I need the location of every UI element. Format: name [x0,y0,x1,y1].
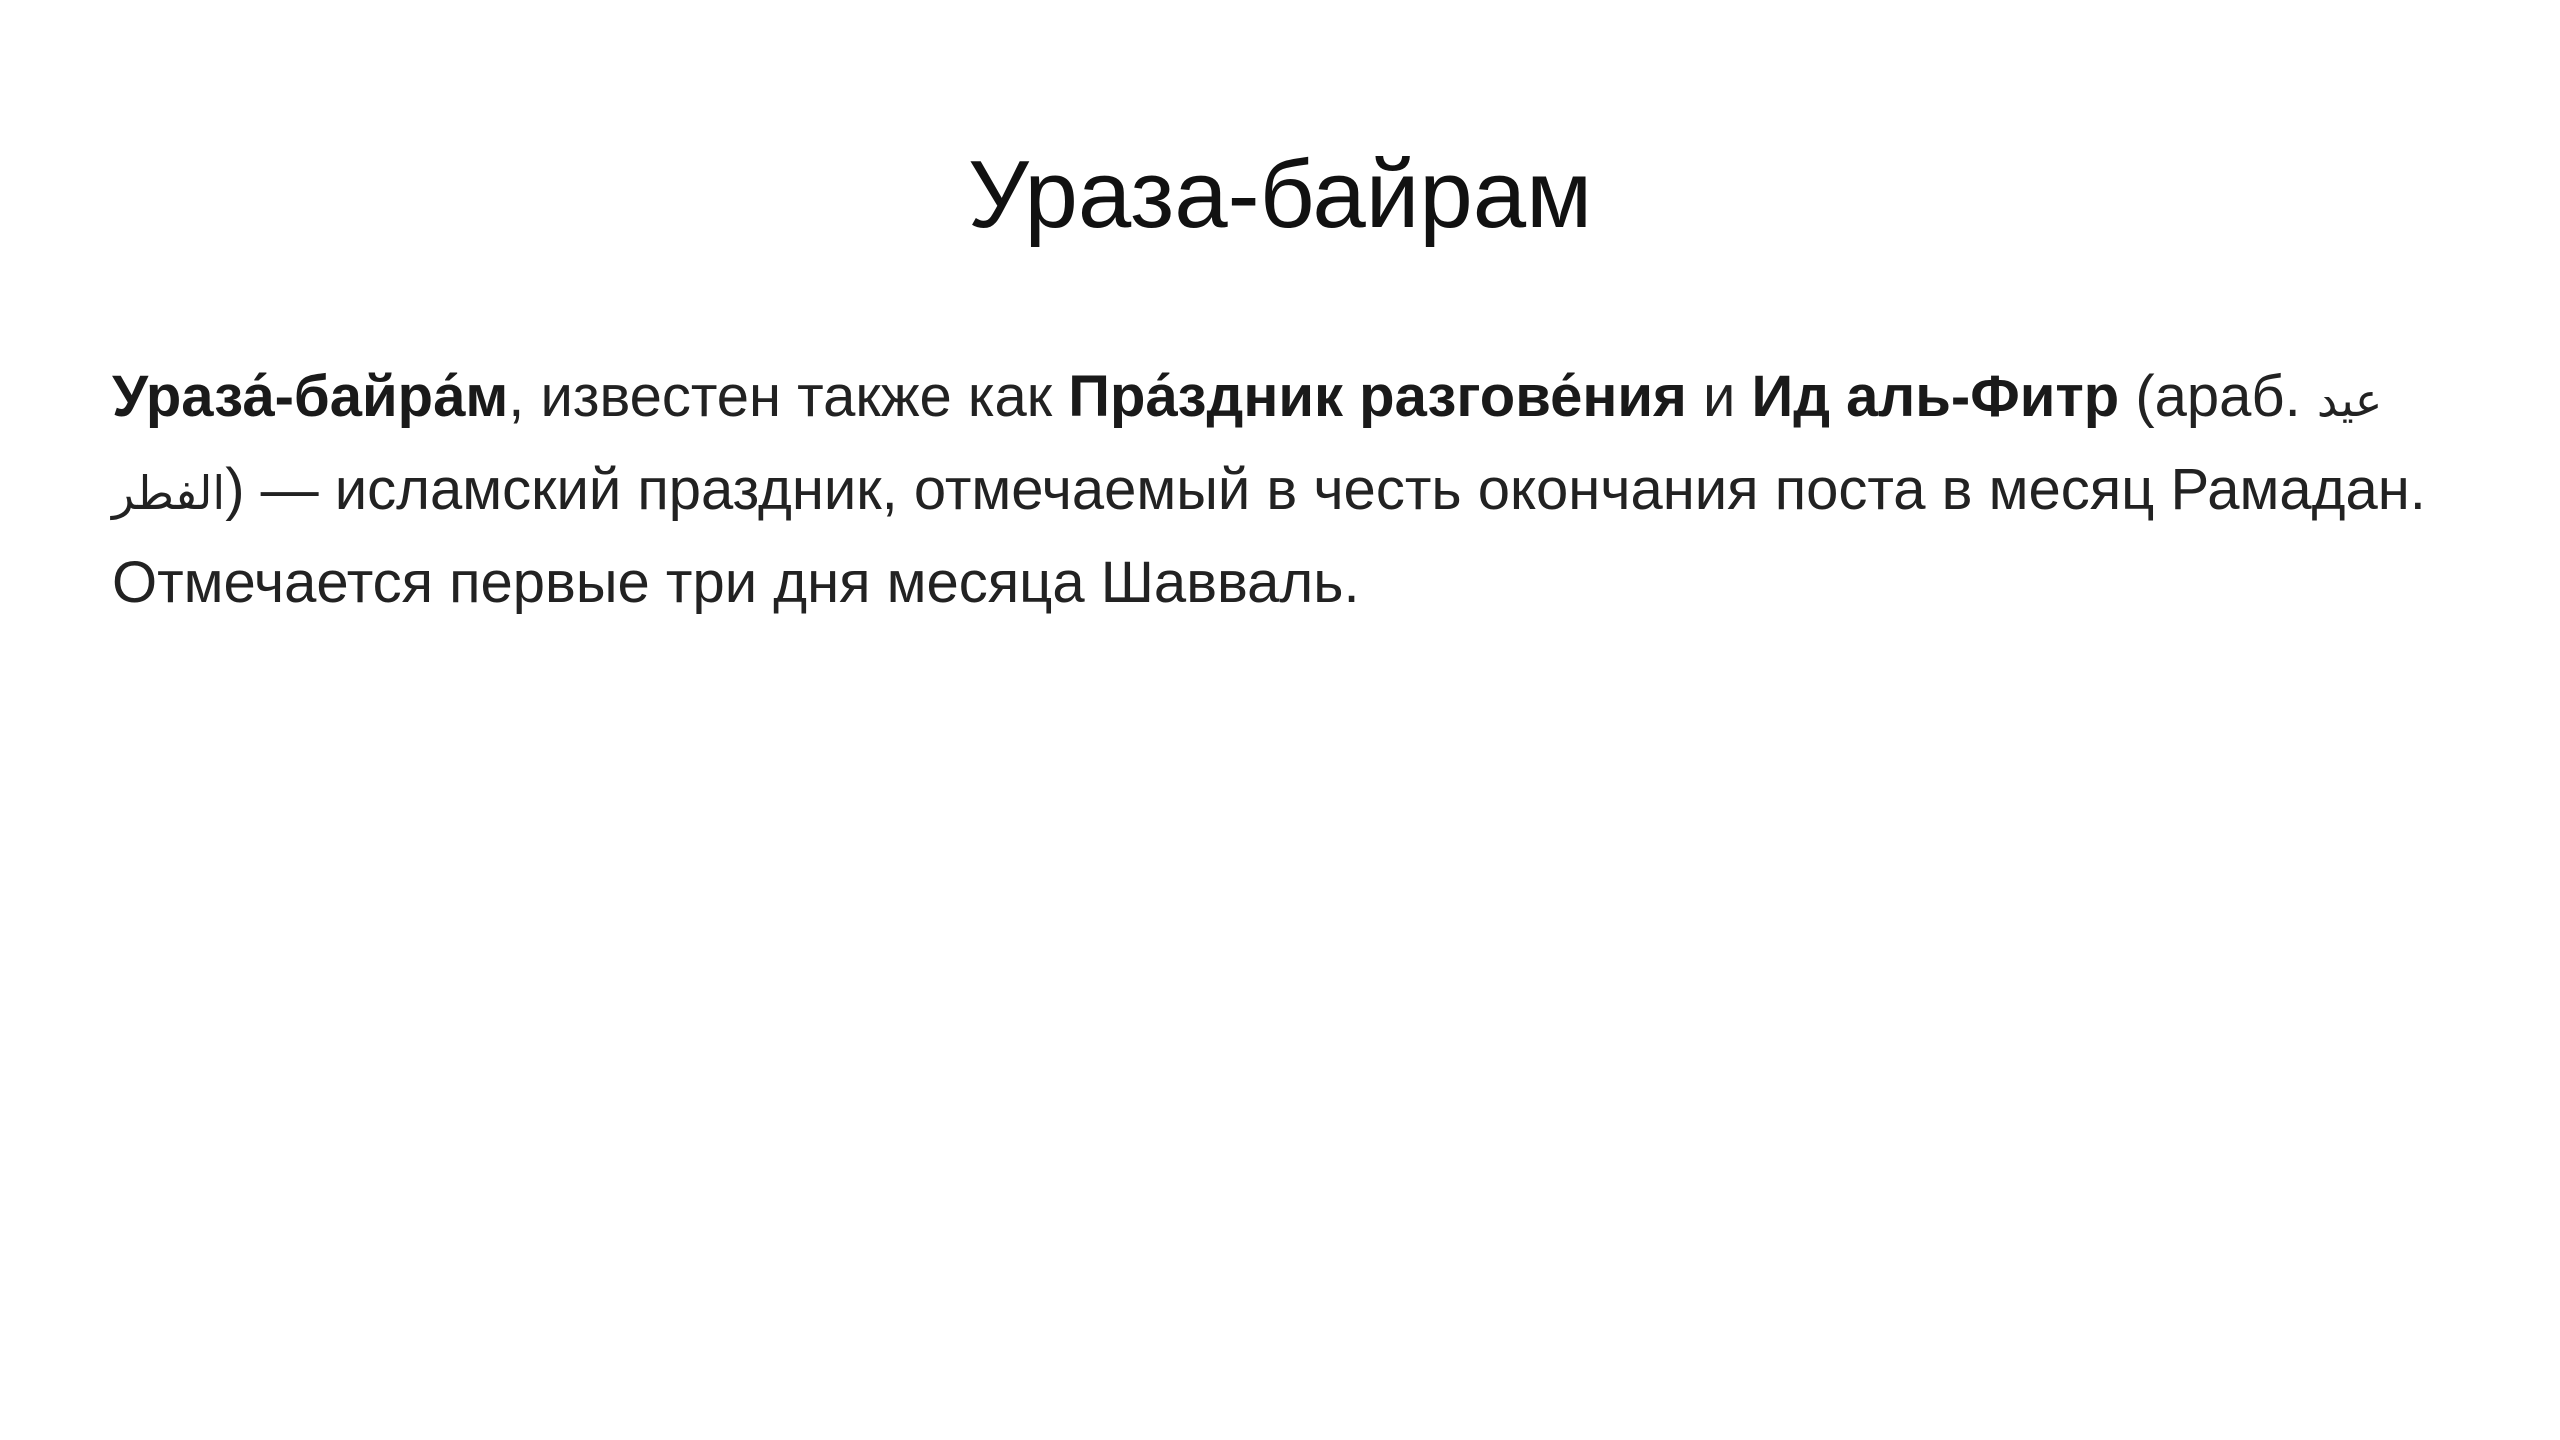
body-text-segment-2: и [1686,364,1752,429]
slide-body-paragraph [112,352,2492,628]
body-text-segment-1: , известен также как [508,364,1069,429]
term-prazdnik-razgoveniya: Пра́здник разгове́ния [1068,364,1687,429]
body-text-segment-3: (араб. [2119,364,2317,429]
arabic-term: عيد الفطر [112,373,2383,520]
slide-title: Ураза-байрам [967,141,1593,248]
term-uraza-bayram: Ураза́-байра́м [112,364,509,429]
body-text-segment-4: ) — исламский праздник, отмечаемый в честь окончания поста в месяц Рамадан. Отмечается первые три дня месяца Шавваль. [112,457,2426,615]
term-id-al-fitr: Ид аль-Фитр [1751,364,2120,429]
